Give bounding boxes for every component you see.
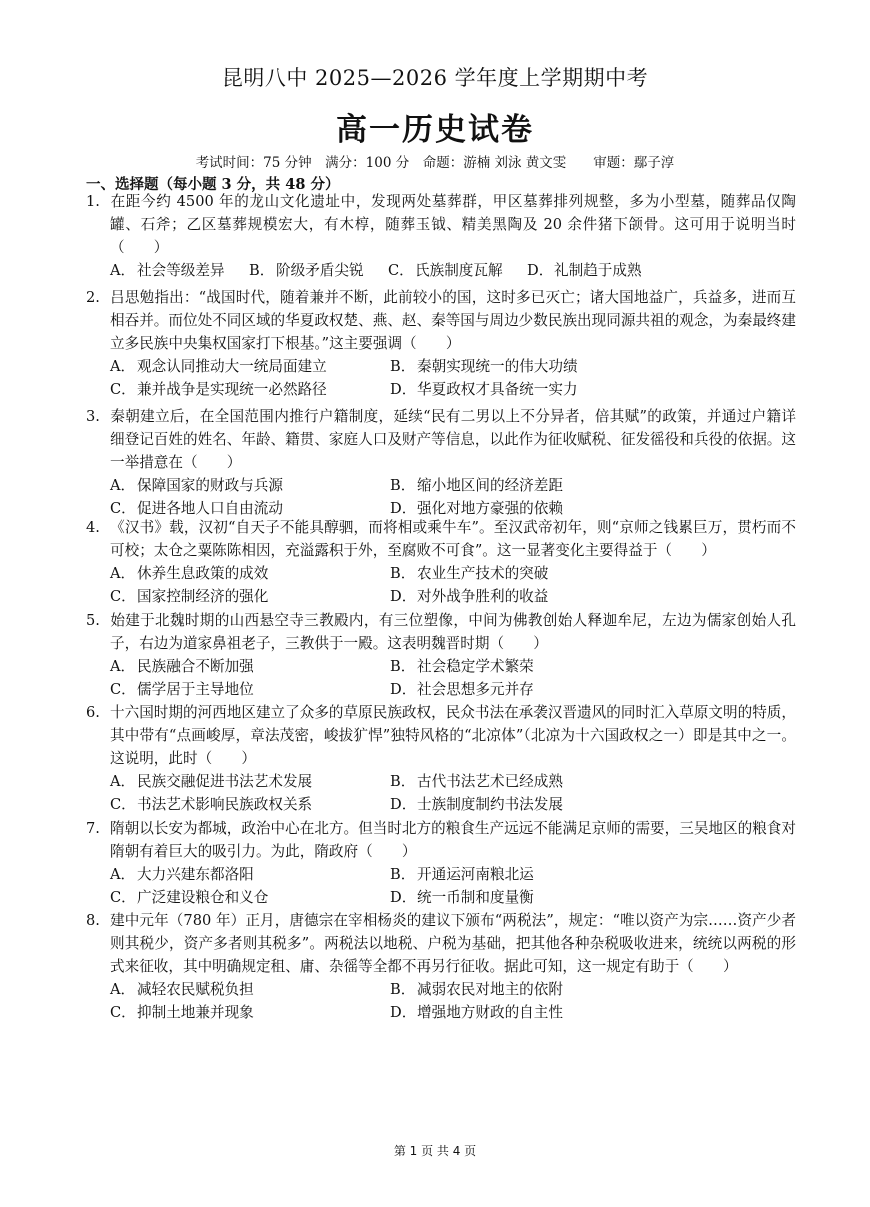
option-a[interactable]: A． 休养生息政策的成效 [110, 565, 269, 582]
option-row [86, 355, 796, 378]
question-stem [86, 190, 796, 259]
option-b[interactable]: B． 阶级矛盾尖锐 [249, 262, 364, 279]
option-b[interactable]: B． 秦朝实现统一的伟大功绩 [390, 358, 578, 375]
question-text: 在距今约 4500 年的龙山文化遗址中，发现两处墓葬群，甲区墓葬排列规整，多为小型墓，随葬品仅陶罐、石斧；乙区墓葬规模宏大，有木椁，随葬玉钺、精美黑陶及 20 余件猪下颌骨。这可用于说明当时（ ） [110, 193, 796, 256]
option-d[interactable]: D．对外战争胜利的收益 [390, 588, 549, 605]
option-row [86, 655, 796, 678]
question-1 [86, 190, 796, 282]
question-text: 《汉书》载，汉初“自天子不能具醇驷，而将相或乘牛车”。至汉武帝初年，则“京师之钱累巨万，贯朽而不可校；太仓之粟陈陈相因，充溢露积于外，至腐败不可食”。这一显著变化主要得益于（ ） [110, 519, 796, 559]
question-stem [86, 817, 796, 863]
question-stem [86, 609, 796, 655]
question-3 [86, 405, 796, 520]
option-row [86, 886, 796, 909]
option-c[interactable]: C．氏族制度瓦解 [388, 262, 503, 279]
option-b[interactable]: B． 农业生产技术的突破 [390, 565, 549, 582]
question-2 [86, 286, 796, 401]
school-title: 昆明八中 2025—2026 学年度上学期期中考 [221, 66, 649, 90]
option-b[interactable]: B． 古代书法艺术已经成熟 [390, 773, 563, 790]
question-4 [86, 516, 796, 608]
option-row [86, 259, 796, 282]
section-heading: 一、选择题（每小题 3 分，共 48 分） [86, 176, 340, 193]
option-b[interactable]: B． 社会稳定学术繁荣 [390, 658, 534, 675]
option-a[interactable]: A． 社会等级差异 [110, 262, 225, 279]
option-row [86, 378, 796, 401]
option-c[interactable]: C．书法艺术影响民族政权关系 [110, 796, 313, 813]
option-a[interactable]: A． 民族融合不断加强 [110, 658, 254, 675]
option-row [86, 585, 796, 608]
question-number: 8. [86, 912, 100, 929]
option-a[interactable]: A． 减轻农民赋税负担 [110, 981, 254, 998]
question-text: 十六国时期的河西地区建立了众多的草原民族政权，民众书法在承袭汉晋遗风的同时汇入草原文明的特质，其中带有“点画峻厚，章法茂密，峻拔犷悍”独特风格的“北凉体”（北凉为十六国政权之一）即是其中之一。这说明，此时（ ） [110, 704, 796, 767]
option-c[interactable]: C．抑制土地兼并现象 [110, 1004, 254, 1021]
exam-info: 考试时间：75 分钟 满分：100 分 命题：游楠 刘泳 黄文雯 审题：鄢子淳 [195, 155, 675, 171]
option-c[interactable]: C．广泛建设粮仓和义仓 [110, 889, 269, 906]
option-d[interactable]: D．士族制度制约书法发展 [390, 796, 563, 813]
option-b[interactable]: B． 减弱农民对地主的依附 [390, 981, 563, 998]
option-row [86, 793, 796, 816]
option-a[interactable]: A． 保障国家的财政与兵源 [110, 477, 283, 494]
option-a[interactable]: A． 大力兴建东都洛阳 [110, 866, 254, 883]
question-stem [86, 701, 796, 770]
option-c[interactable]: C．兼并战争是实现统一必然路径 [110, 381, 327, 398]
option-d[interactable]: D．增强地方财政的自主性 [390, 1004, 563, 1021]
option-a[interactable]: A． 观念认同推动大一统局面建立 [110, 358, 327, 375]
option-row [86, 474, 796, 497]
question-stem [86, 405, 796, 474]
question-text: 建中元年（780 年）正月，唐德宗在宰相杨炎的建议下颁布“两税法”，规定：“唯以资产为宗……资产少者则其税少，资产多者则其税多”。两税法以地税、户税为基础，把其他各种杂税吸收进来，统统以两税的形式来征收，其中明确规定租、庸、杂徭等全都不再另行征收。据此可知，这一规定有助于（ ） [110, 912, 796, 975]
option-c[interactable]: C．儒学居于主导地位 [110, 681, 254, 698]
question-number: 3. [86, 408, 100, 425]
option-d[interactable]: D．统一币制和度量衡 [390, 889, 534, 906]
question-number: 4. [86, 519, 100, 536]
page-title: 高一历史试卷 [336, 112, 534, 148]
question-text: 隋朝以长安为都城，政治中心在北方。但当时北方的粮食生产远远不能满足京师的需要，三吴地区的粮食对隋朝有着巨大的吸引力。为此，隋政府（ ） [110, 820, 796, 860]
question-text: 秦朝建立后，在全国范围内推行户籍制度，延续“民有二男以上不分异者，倍其赋”的政策，并通过户籍详细登记百姓的姓名、年龄、籍贯、家庭人口及财产等信息，以此作为征收赋税、征发徭役和兵役的依据。这一举措意在（ ） [110, 408, 796, 471]
question-8 [86, 909, 796, 1024]
option-row [86, 562, 796, 585]
option-b[interactable]: B． 缩小地区间的经济差距 [390, 477, 563, 494]
option-a[interactable]: A． 民族交融促进书法艺术发展 [110, 773, 313, 790]
question-text: 始建于北魏时期的山西悬空寺三教殿内，有三位塑像，中间为佛教创始人释迦牟尼，左边为儒家创始人孔子，右边为道家鼻祖老子，三教供于一殿。这表明魏晋时期（ ） [110, 612, 796, 652]
option-d[interactable]: D．社会思想多元并存 [390, 681, 534, 698]
option-d[interactable]: D．礼制趋于成熟 [527, 262, 642, 279]
question-number: 1. [86, 193, 100, 210]
option-b[interactable]: B． 开通运河南粮北运 [390, 866, 534, 883]
question-number: 7. [86, 820, 100, 837]
option-d[interactable]: D．华夏政权才具备统一实力 [390, 381, 578, 398]
option-c[interactable]: C．促进各地人口自由流动 [110, 500, 283, 517]
option-row [86, 1001, 796, 1024]
option-c[interactable]: C．国家控制经济的强化 [110, 588, 269, 605]
option-row [86, 863, 796, 886]
question-number: 5. [86, 612, 100, 629]
question-number: 6. [86, 704, 100, 721]
question-5 [86, 609, 796, 701]
question-number: 2. [86, 289, 100, 306]
option-d[interactable]: D．强化对地方豪强的依赖 [390, 500, 563, 517]
option-row [86, 770, 796, 793]
question-7 [86, 817, 796, 909]
question-stem [86, 516, 796, 562]
question-stem [86, 286, 796, 355]
page-number: 第 1 页 共 4 页 [393, 1144, 477, 1158]
option-row [86, 678, 796, 701]
question-6 [86, 701, 796, 816]
question-text: 吕思勉指出：“战国时代，随着兼并不断，此前较小的国，这时多已灭亡；诸大国地益广，兵益多，进而互相吞并。而位处不同区域的华夏政权楚、燕、赵、秦等国与周边少数民族出现同源共祖的观念，为秦最终建立多民族中央集权国家打下根基。”这主要强调（ ） [110, 289, 796, 352]
question-stem [86, 909, 796, 978]
option-row [86, 978, 796, 1001]
